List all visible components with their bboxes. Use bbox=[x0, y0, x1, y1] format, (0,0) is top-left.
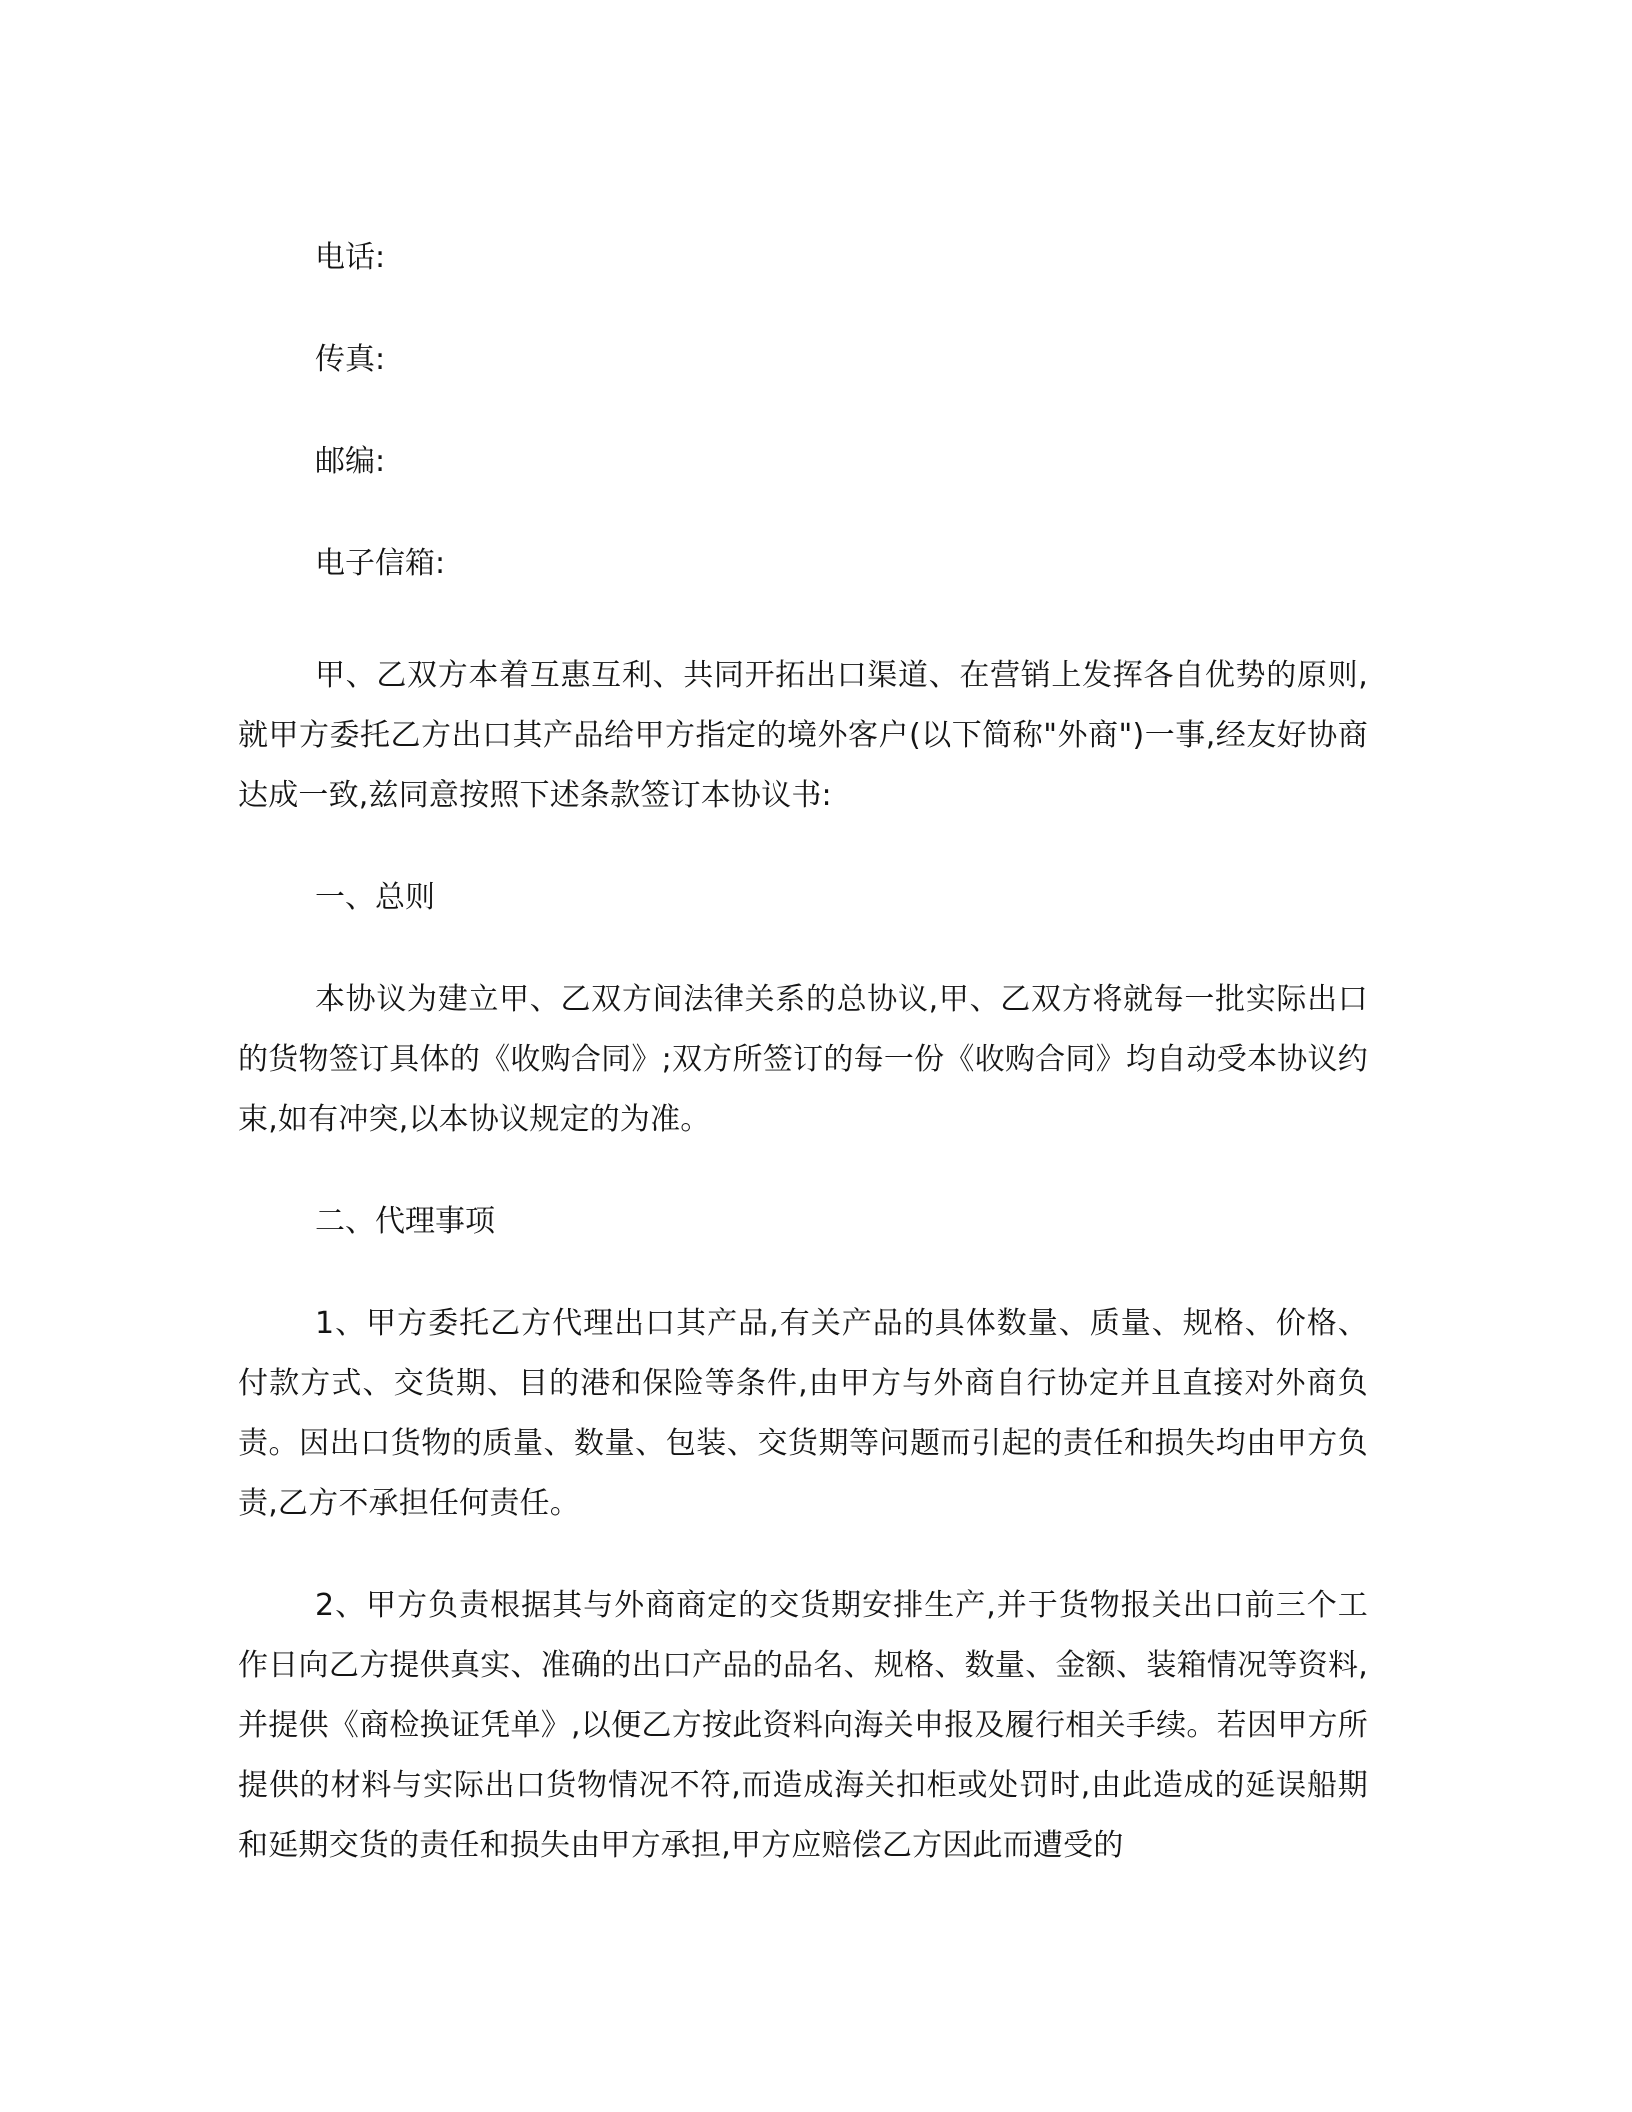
section-1-heading: 一、总则 bbox=[315, 880, 435, 915]
section-2-item-1: 1、甲方委托乙方代理出口其产品,有关产品的具体数量、质量、规格、价格、付款方式、交货期、目的港和保险等条件,由甲方与外商自行协定并且直接对外商负责。因出口货物的质量、数量、包装、交货期等问题而引起的责任和损失均由甲方负责,乙方不承担任何责任。 bbox=[238, 1306, 1368, 1521]
section-2-heading: 二、代理事项 bbox=[315, 1204, 495, 1239]
fax-field-label: 传真: bbox=[315, 342, 386, 377]
section-1-body: 本协议为建立甲、乙双方间法律关系的总协议,甲、乙双方将就每一批实际出口的货物签订具体的《收购合同》;双方所签订的每一份《收购合同》均自动受本协议约束,如有冲突,以本协议规定的为准。 bbox=[238, 982, 1368, 1137]
document-body bbox=[238, 236, 1368, 1876]
phone-field-label: 电话: bbox=[315, 240, 386, 275]
section-2-item-2: 2、甲方负责根据其与外商商定的交货期安排生产,并于货物报关出口前三个工作日向乙方提供真实、准确的出口产品的品名、规格、数量、金额、装箱情况等资料,并提供《商检换证凭单》,以便乙方按此资料向海关申报及履行相关手续。若因甲方所提供的材料与实际出口货物情况不符,而造成海关扣柜或处罚时,由此造成的延误船期和延期交货的责任和损失由甲方承担,甲方应赔偿乙方因此而遭受的 bbox=[238, 1588, 1368, 1863]
email-field-label: 电子信箱: bbox=[315, 546, 446, 581]
preamble-paragraph: 甲、乙双方本着互惠互利、共同开拓出口渠道、在营销上发挥各自优势的原则,就甲方委托乙方出口其产品给甲方指定的境外客户(以下简称"外商")一事,经友好协商达成一致,兹同意按照下述条款签订本协议书: bbox=[238, 658, 1368, 813]
postcode-field-label: 邮编: bbox=[315, 444, 386, 479]
